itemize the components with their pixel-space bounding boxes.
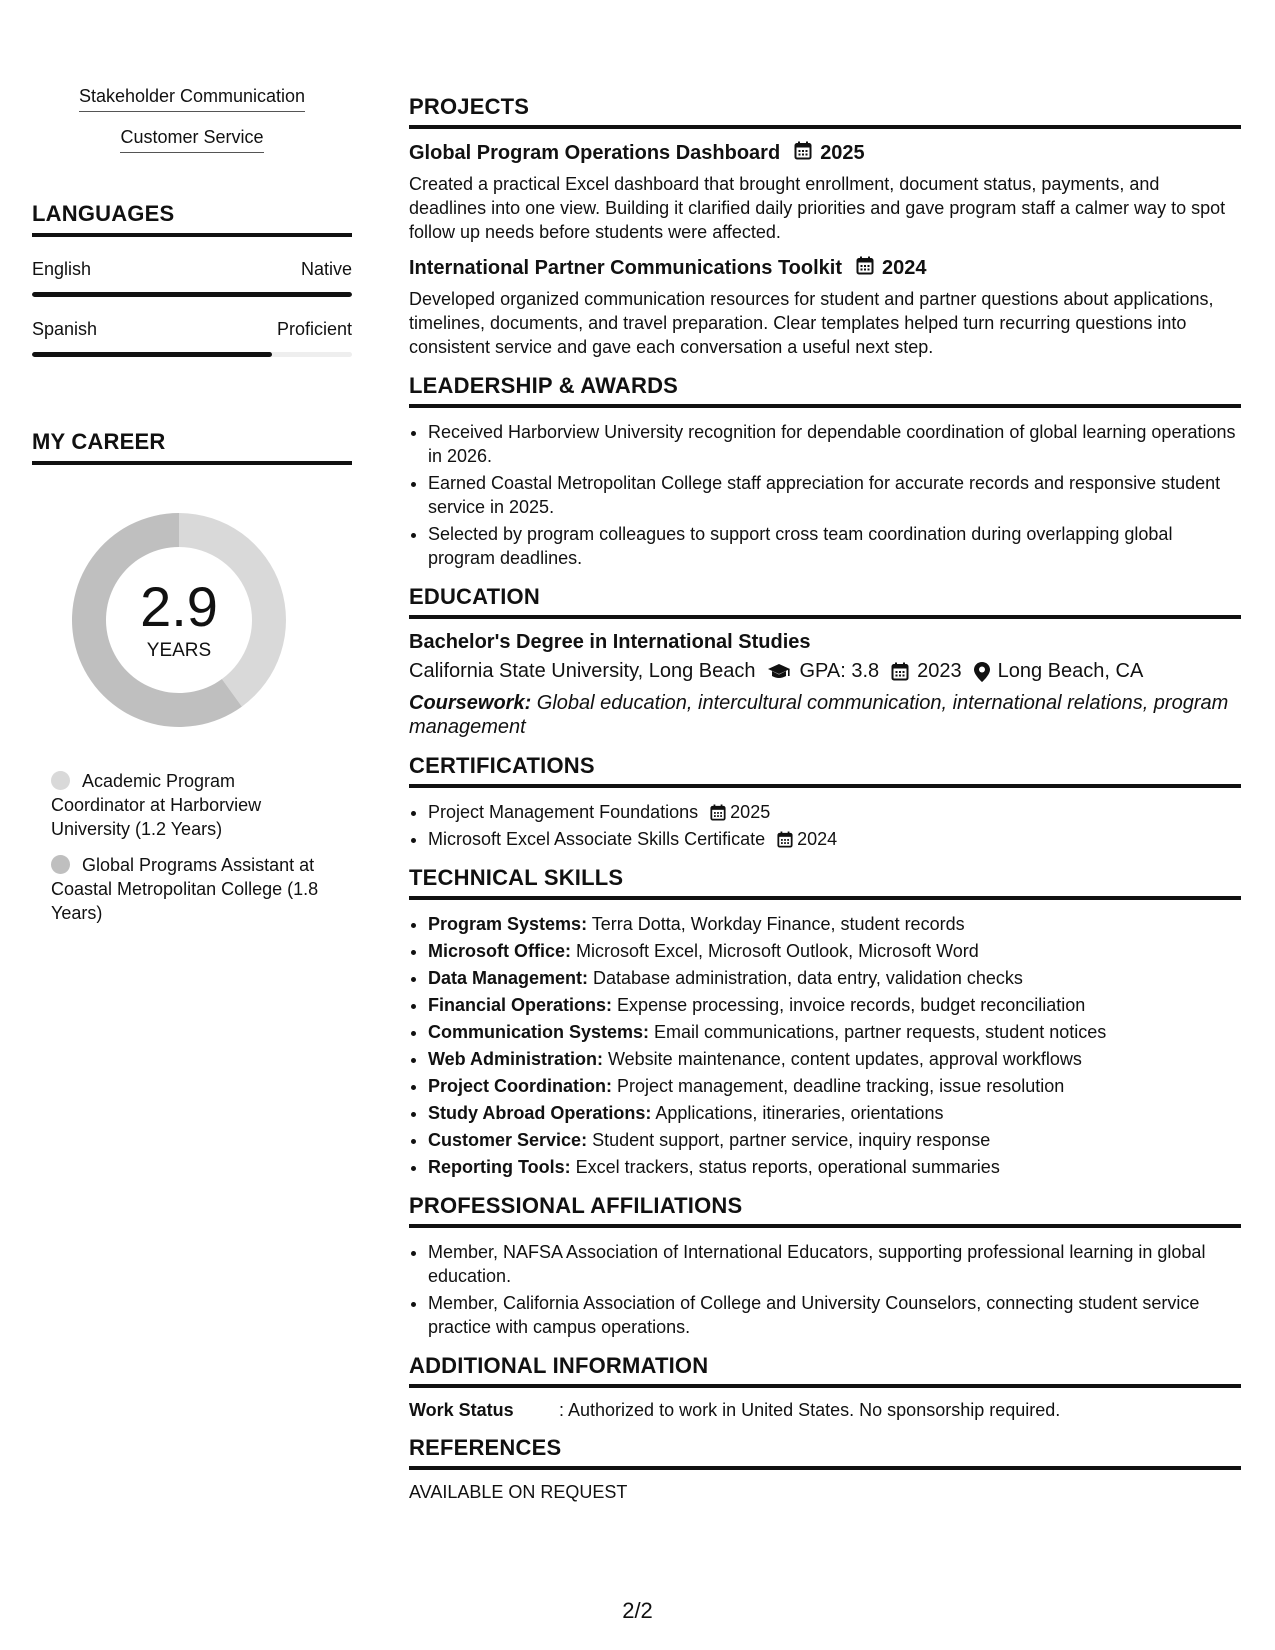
project-title: International Partner Communications Toolkit xyxy=(409,257,843,279)
school-location: Long Beach, CA xyxy=(997,660,1144,682)
skill-item: • Project Coordination: Project management, deadline tracking, issue resolution xyxy=(428,1074,1241,1098)
education-heading: EDUCATION xyxy=(409,584,1241,619)
skill-item: • Program Systems: Terra Dotta, Workday Finance, student records xyxy=(428,912,1241,936)
right-column xyxy=(409,94,1241,1517)
career-heading: MY CAREER xyxy=(32,429,352,465)
work-status-value: : Authorized to work in United States. No sponsorship required. xyxy=(559,1400,1061,1420)
language-bar xyxy=(32,292,352,297)
list-item: • Member, NAFSA Association of International Educators, supporting professional learning in global education. xyxy=(428,1240,1241,1288)
language-bar-fill xyxy=(32,352,272,357)
education-section xyxy=(409,584,1241,739)
career-legend-item: Global Programs Assistant at Coastal Metropolitan College (1.8 Years) xyxy=(51,855,319,923)
references-section xyxy=(409,1435,1241,1503)
graduation-cap-icon xyxy=(767,663,791,681)
calendar-icon xyxy=(856,256,874,281)
calendar-icon xyxy=(891,662,909,681)
list-item: • Selected by program colleagues to support cross team coordination during overlapping global program deadlines. xyxy=(428,522,1241,570)
language-spanish xyxy=(32,319,352,357)
languages-heading: LANGUAGES xyxy=(32,201,352,237)
skill-item: • Customer Service: Student support, partner service, inquiry response xyxy=(428,1128,1241,1152)
list-item: • Member, California Association of College and University Counselors, connecting student service practice with campus operations. xyxy=(428,1291,1241,1339)
language-level: Native xyxy=(300,259,352,279)
language-name: Spanish xyxy=(32,319,98,339)
technical-skills-section xyxy=(409,865,1241,1179)
legend-dot xyxy=(51,855,70,874)
leadership-section xyxy=(409,373,1241,570)
certification-item: • Microsoft Excel Associate Skills Certificate 2024 xyxy=(428,827,1241,851)
skill-item: • Communication Systems: Email communications, partner requests, student notices xyxy=(428,1020,1241,1044)
graduation-year: 2023 xyxy=(917,660,962,682)
projects-heading: PROJECTS xyxy=(409,94,1241,129)
education-details xyxy=(409,660,1241,683)
projects-section xyxy=(409,94,1241,359)
calendar-icon xyxy=(794,141,812,166)
degree-title: Bachelor's Degree in International Studies xyxy=(409,631,811,653)
project-year: 2024 xyxy=(882,257,927,279)
project-title: Global Program Operations Dashboard xyxy=(409,142,781,164)
skill-item: • Web Administration: Website maintenance, content updates, approval workflows xyxy=(428,1047,1241,1071)
page-number: 2/2 xyxy=(622,1598,653,1623)
skill-item: • Data Management: Database administration, data entry, validation checks xyxy=(428,966,1241,990)
affiliations-heading: PROFESSIONAL AFFILIATIONS xyxy=(409,1193,1241,1228)
skill-item: • Study Abroad Operations: Applications, itineraries, orientations xyxy=(428,1101,1241,1125)
gpa: GPA: 3.8 xyxy=(799,660,880,682)
additional-info-heading: ADDITIONAL INFORMATION xyxy=(409,1353,1241,1388)
references-text: AVAILABLE ON REQUEST xyxy=(409,1482,628,1502)
project-year: 2025 xyxy=(820,142,865,164)
skill-item: • Microsoft Office: Microsoft Excel, Microsoft Outlook, Microsoft Word xyxy=(428,939,1241,963)
project-description: Developed organized communication resources for student and partner questions about applications, timelines, documents, and travel preparation. Clear templates helped turn recurring questions into consistent service and gave each conversation a useful next step. xyxy=(409,289,1214,357)
project-description: Created a practical Excel dashboard that brought enrollment, document status, payments, and deadlines into one view. Building it clarified daily priorities and gave program staff a calmer way to spot follow up needs before students were affected. xyxy=(409,174,1226,242)
certification-item: • Project Management Foundations 2025 xyxy=(428,800,1241,824)
skill-item: • Financial Operations: Expense processing, invoice records, budget reconciliation xyxy=(428,993,1241,1017)
affiliations-section xyxy=(409,1193,1241,1339)
left-column xyxy=(32,86,352,937)
language-level: Proficient xyxy=(276,319,352,339)
coursework: Coursework: Global education, intercultural communication, international relations, program management xyxy=(409,692,1229,738)
career-donut-chart xyxy=(64,505,294,735)
skill-item: • Reporting Tools: Excel trackers, status reports, operational summaries xyxy=(428,1155,1241,1179)
calendar-icon xyxy=(777,831,793,848)
certifications-heading: CERTIFICATIONS xyxy=(409,753,1241,788)
legend-dot xyxy=(51,771,70,790)
calendar-icon xyxy=(710,804,726,821)
career-unit: YEARS xyxy=(146,640,212,661)
language-bar xyxy=(32,352,352,357)
career-total-years: 2.9 xyxy=(140,575,218,638)
language-bar-fill xyxy=(32,292,352,297)
project-item xyxy=(409,256,1241,359)
leadership-heading: LEADERSHIP & AWARDS xyxy=(409,373,1241,408)
school-name: California State University, Long Beach xyxy=(409,660,756,682)
skill-tag: Customer Service xyxy=(32,127,352,153)
references-heading: REFERENCES xyxy=(409,1435,1241,1470)
additional-info-section xyxy=(409,1353,1241,1421)
certifications-section xyxy=(409,753,1241,851)
language-english xyxy=(32,259,352,297)
project-item xyxy=(409,141,1241,244)
list-item: • Earned Coastal Metropolitan College staff appreciation for accurate records and responsive student service in 2025. xyxy=(428,471,1241,519)
technical-skills-heading: TECHNICAL SKILLS xyxy=(409,865,1241,900)
list-item: • Received Harborview University recognition for dependable coordination of global learning operations in 2026. xyxy=(428,420,1241,468)
location-pin-icon xyxy=(974,662,990,682)
work-status-label: Work Status xyxy=(409,1400,514,1420)
language-name: English xyxy=(32,259,92,279)
skill-tag: Stakeholder Communication xyxy=(32,86,352,112)
career-legend-item: Academic Program Coordinator at Harborview University (1.2 Years) xyxy=(51,771,262,839)
career-legend xyxy=(32,769,352,925)
